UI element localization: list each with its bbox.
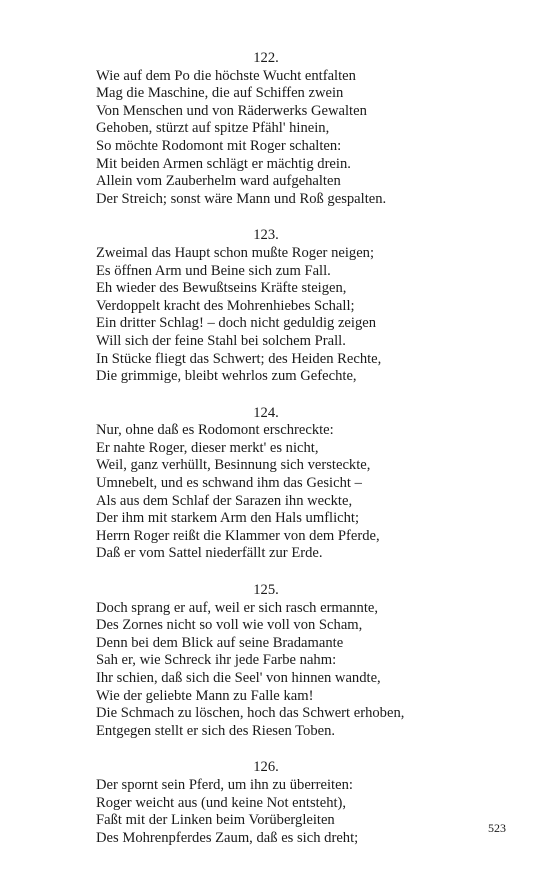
verse-line: Denn bei dem Blick auf seine Bradamante bbox=[96, 634, 344, 651]
verse-line: Des Mohrenpferdes Zaum, daß es sich dreht; bbox=[96, 829, 359, 846]
verse-line: Er nahte Roger, dieser merkt' es nicht, bbox=[96, 439, 319, 456]
verse-line: Mag die Maschine, die auf Schiffen zwein bbox=[96, 85, 344, 102]
verse-line: Roger weicht aus (und keine Not entsteht), bbox=[96, 794, 347, 811]
verse-line: Eh wieder des Bewußtseins Kräfte steigen, bbox=[96, 280, 347, 297]
verse-line: Entgegen stellt er sich des Riesen Toben. bbox=[96, 722, 336, 739]
verse-line: Der spornt sein Pferd, um ihn zu überreiten: bbox=[96, 776, 353, 793]
stanza-number: 124. bbox=[253, 404, 279, 421]
verse-line: Die Schmach zu löschen, hoch das Schwert erhoben, bbox=[96, 705, 405, 722]
verse-line: Umnebelt, und es schwand ihm das Gesicht – bbox=[96, 475, 362, 492]
verse-line: Es öffnen Arm und Beine sich zum Fall. bbox=[96, 262, 331, 279]
verse-line: Herrn Roger reißt die Klammer von dem Pferde, bbox=[96, 527, 380, 544]
verse-line: Der Streich; sonst wäre Mann und Roß gespalten. bbox=[96, 190, 387, 207]
stanza bbox=[96, 405, 436, 563]
verse-line: Als aus dem Schlaf der Sarazen ihn weckte, bbox=[96, 492, 353, 509]
verse-line: Ihr schien, daß sich die Seel' von hinnen wandte, bbox=[96, 670, 381, 686]
verse-line: So möchte Rodomont mit Roger schalten: bbox=[96, 137, 342, 154]
page-number: 523 bbox=[488, 821, 506, 835]
stanza-number: 126. bbox=[253, 759, 279, 776]
verse-line: Zweimal das Haupt schon mußte Roger neigen; bbox=[96, 244, 375, 261]
verse-line: Weil, ganz verhüllt, Besinnung sich versteckte, bbox=[96, 457, 371, 474]
verse-line: Mit beiden Armen schlägt er mächtig drein. bbox=[96, 155, 351, 172]
verse-line: Die grimmige, bleibt wehrlos zum Gefechte, bbox=[96, 368, 357, 385]
verse-line: Wie auf dem Po die höchste Wucht entfalten bbox=[96, 67, 356, 84]
verse-line: Nur, ohne daß es Rodomont erschreckte: bbox=[96, 422, 334, 439]
verse-line: Wie der geliebte Mann zu Falle kam! bbox=[96, 687, 314, 704]
verse-line: Der ihm mit starkem Arm den Hals umflicht; bbox=[96, 510, 360, 527]
verse-line: Doch sprang er auf, weil er sich rasch ermannte, bbox=[96, 599, 379, 616]
stanza-number: 123. bbox=[253, 227, 279, 244]
verse-line: Faßt mit der Linken beim Vorübergleiten bbox=[96, 812, 335, 829]
verse-line: Will sich der feine Stahl bei solchem Prall. bbox=[96, 332, 346, 349]
verse-line: Des Zornes nicht so voll wie voll von Scham, bbox=[96, 617, 363, 634]
verse-line: Von Menschen und von Räderwerks Gewalten bbox=[96, 102, 367, 119]
verse-line: In Stücke fliegt das Schwert; des Heiden Rechte, bbox=[96, 350, 382, 367]
stanza-number: 125. bbox=[253, 582, 279, 599]
verse-line: Ein dritter Schlag! – doch nicht geduldig zeigen bbox=[96, 315, 377, 332]
stanza bbox=[96, 582, 436, 740]
verse-line: Allein vom Zauberhelm ward aufgehalten bbox=[96, 173, 341, 190]
stanza bbox=[96, 759, 436, 847]
poem-text bbox=[96, 50, 436, 866]
verse-line: Daß er vom Sattel niederfällt zur Erde. bbox=[96, 545, 323, 562]
verse-line: Gehoben, stürzt auf spitze Pfähl' hinein, bbox=[96, 120, 330, 137]
stanza bbox=[96, 227, 436, 385]
stanza bbox=[96, 50, 436, 208]
verse-line: Sah er, wie Schreck ihr jede Farbe nahm: bbox=[96, 652, 337, 669]
verse-line: Verdoppelt kracht des Mohrenhiebes Schall; bbox=[96, 297, 355, 314]
stanza-number: 122. bbox=[253, 50, 279, 66]
